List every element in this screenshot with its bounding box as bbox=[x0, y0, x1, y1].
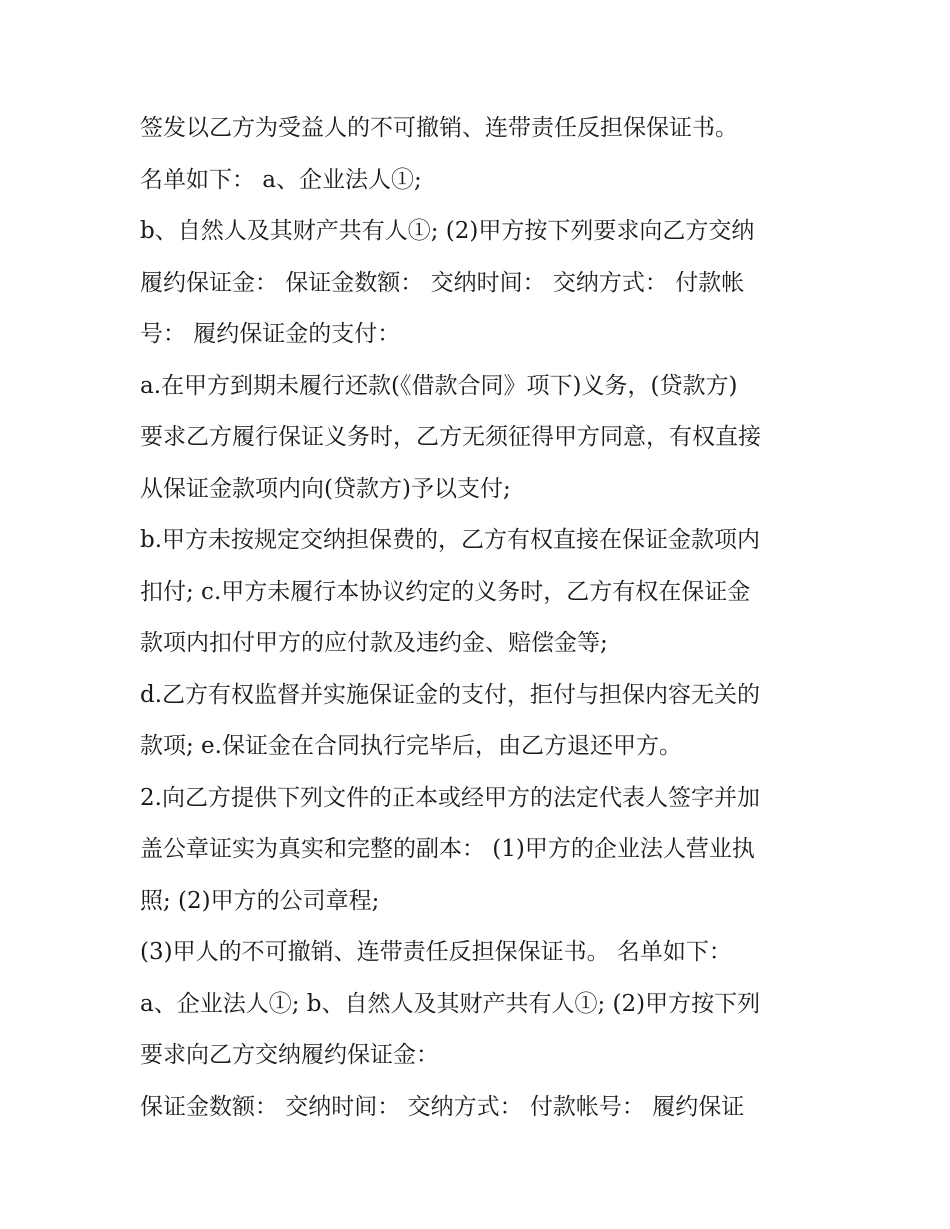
text-line: 要求乙方履行保证义务时，乙方无须征得甲方同意，有权直接 bbox=[140, 424, 761, 450]
text-line: 照; (2)甲方的公司章程; bbox=[140, 887, 380, 914]
text-line: 号： 履约保证金的支付： bbox=[140, 321, 401, 347]
text-line: 扣付; c.甲方未履行本协议约定的义务时，乙方有权在保证金 bbox=[140, 578, 751, 605]
text-line: a、企业法人①; b、自然人及其财产共有人①; (2)甲方按下列 bbox=[140, 990, 761, 1017]
text-line: a.在甲方到期未履行还款(《借款合同》项下)义务，(贷款方) bbox=[140, 372, 738, 399]
text-line: (3)甲人的不可撤销、连带责任反担保保证书。 名单如下： bbox=[140, 939, 732, 965]
text-line: d.乙方有权监督并实施保证金的支付，拒付与担保内容无关的 bbox=[140, 681, 761, 708]
text-line: 款项; e.保证金在合同执行完毕后，由乙方退还甲方。 bbox=[140, 733, 682, 759]
text-line: 签发以乙方为受益人的不可撤销、连带责任反担保保证书。 bbox=[140, 115, 738, 141]
text-line: 名单如下： a、企业法人①; bbox=[140, 166, 422, 193]
text-line: 保证金数额： 交纳时间： 交纳方式： 付款帐号： 履约保证 bbox=[140, 1093, 745, 1120]
text-line: 款项内扣付甲方的应付款及违约金、赔偿金等; bbox=[140, 630, 608, 656]
text-line: 要求向乙方交纳履约保证金： bbox=[140, 1042, 439, 1068]
text-line: 从保证金款项内向(贷款方)予以支付; bbox=[140, 475, 511, 502]
text-line: b、自然人及其财产共有人①; (2)甲方按下列要求向乙方交纳 bbox=[140, 218, 755, 244]
document-body bbox=[140, 103, 820, 1133]
text-line: 2.向乙方提供下列文件的正本或经甲方的法定代表人签字并加 bbox=[140, 784, 760, 811]
text-line: 履约保证金： 保证金数额： 交纳时间： 交纳方式： 付款帐 bbox=[140, 269, 745, 296]
text-line: b.甲方未按规定交纳担保费的，乙方有权直接在保证金款项内 bbox=[140, 527, 761, 553]
text-line: 盖公章证实为真实和完整的副本： (1)甲方的企业法人营业执 bbox=[140, 836, 755, 862]
